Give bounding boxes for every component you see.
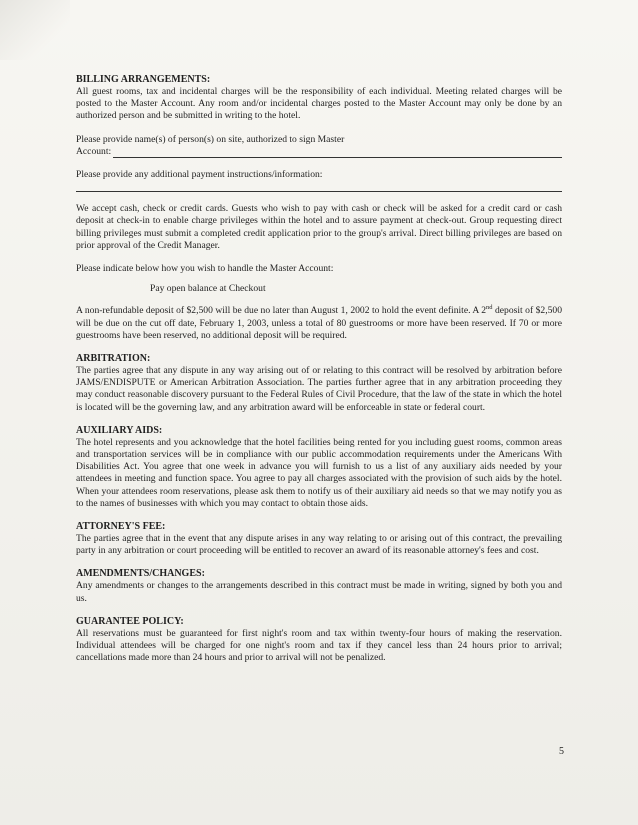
scan-shadow xyxy=(0,0,70,60)
contract-body xyxy=(76,74,562,676)
authorized-names-row xyxy=(76,146,562,158)
attorney-heading: ATTORNEY'S FEE: xyxy=(76,521,166,533)
billing-para-2: We accept cash, check or credit cards. Guests who wish to pay with cash or check will be asked for a credit card or cash deposit at check-in to enable charge privileges within the hotel and to assure payment at check-out. Group requesting direct billing privileges must submit a completed credit application prior to the group's arrival. Direct billing privileges are based on prior approval of the Credit Manager. xyxy=(76,203,562,251)
account-label: Account: xyxy=(76,145,112,157)
billing-para-1: All guest rooms, tax and incidental charges will be the responsibility of each individual. Meeting related charges will be posted to the Master Account. Any room and/or incidental charges posted to the Master Account may only be done by an authorized person and be submitted in writing to the hotel. xyxy=(76,86,562,122)
auxiliary-text: The hotel represents and you acknowledge that the hotel facilities being rented for you including guest rooms, common areas and transportation services will be in compliance with our public accommodation requirements under the Americans With Disabilities Act. You agree that one week in advance you will furnish to us a list of any auxiliary aids needed by your attendees in meeting and function space. You agree to pay all charges associated with the provision of such aids by the hotel. When your attendees room reservations, please ask them to notify us of their auxiliary aid needs so that we may notify you as to the names of businesses with which you may contact to obtain those aids. xyxy=(76,436,562,509)
payment-instructions-line[interactable] xyxy=(76,183,562,192)
amendments-text: Any amendments or changes to the arrangements described in this contract must be made in writing, signed by both you and us. xyxy=(76,580,562,604)
master-account-prompt: Please indicate below how you wish to handle the Master Account: xyxy=(76,263,334,275)
authorized-names-line[interactable] xyxy=(113,147,562,158)
deposit-text-a: A non-refundable deposit of $2,500 will be due no later than August 1, 2002 to hold the event definite. A 2 xyxy=(76,305,487,317)
authorized-names-prompt: Please provide name(s) of person(s) on site, authorized to sign Master xyxy=(76,133,345,145)
arbitration-heading: ARBITRATION: xyxy=(76,353,151,365)
billing-section xyxy=(76,74,562,342)
deposit-text-b: deposit of $2,500 will be due on the cut off date, February 1, 2003, unless a total of 80 guestrooms or more have been reserved. If 70 or more guestrooms have been reserved, no additional deposit will be required. xyxy=(76,305,562,341)
attorney-section xyxy=(76,521,562,557)
arbitration-text: The parties agree that any dispute in any way arising out of or relating to this contract will be resolved by arbitration before JAMS/ENDISPUTE or American Arbitration Association. The parties further agree that in any arbitration proceeding they may conduct reasonable discovery pursuant to the Federal Rules of Civil Procedure, that the law of the state in which the hotel is located will be the governing law, and any arbitration award will be enforceable in state or federal court. xyxy=(76,365,562,413)
billing-heading: BILLING ARRANGEMENTS: xyxy=(76,74,211,85)
arbitration-section xyxy=(76,353,562,414)
master-account-option: Pay open balance at Checkout xyxy=(150,283,266,295)
amendments-heading: AMENDMENTS/CHANGES: xyxy=(76,568,205,580)
payment-instructions-prompt: Please provide any additional payment instructions/information: xyxy=(76,169,323,181)
guarantee-text: All reservations must be guaranteed for first night's room and tax within twenty-four hours of making the reservation. Individual attendees will be charged for one night's room and tax if they cancel less than 24 hours prior to arrival; cancellations made more than 24 hours and prior to arrival will not be penalized. xyxy=(76,627,562,664)
amendments-section xyxy=(76,568,562,604)
deposit-paragraph xyxy=(76,305,562,342)
deposit-superscript: nd xyxy=(486,304,493,312)
attorney-text: The parties agree that in the event that any dispute arises in any way relating to or arising out of this contract, the prevailing party in any arbitration or court proceeding will be entitled to recover an award of its reasonable attorney's fees and cost. xyxy=(76,533,562,557)
page-number: 5 xyxy=(559,746,564,757)
auxiliary-heading: AUXILIARY AIDS: xyxy=(76,424,163,436)
auxiliary-section xyxy=(76,425,562,510)
guarantee-heading: GUARANTEE POLICY: xyxy=(76,615,184,627)
guarantee-section xyxy=(76,616,562,665)
